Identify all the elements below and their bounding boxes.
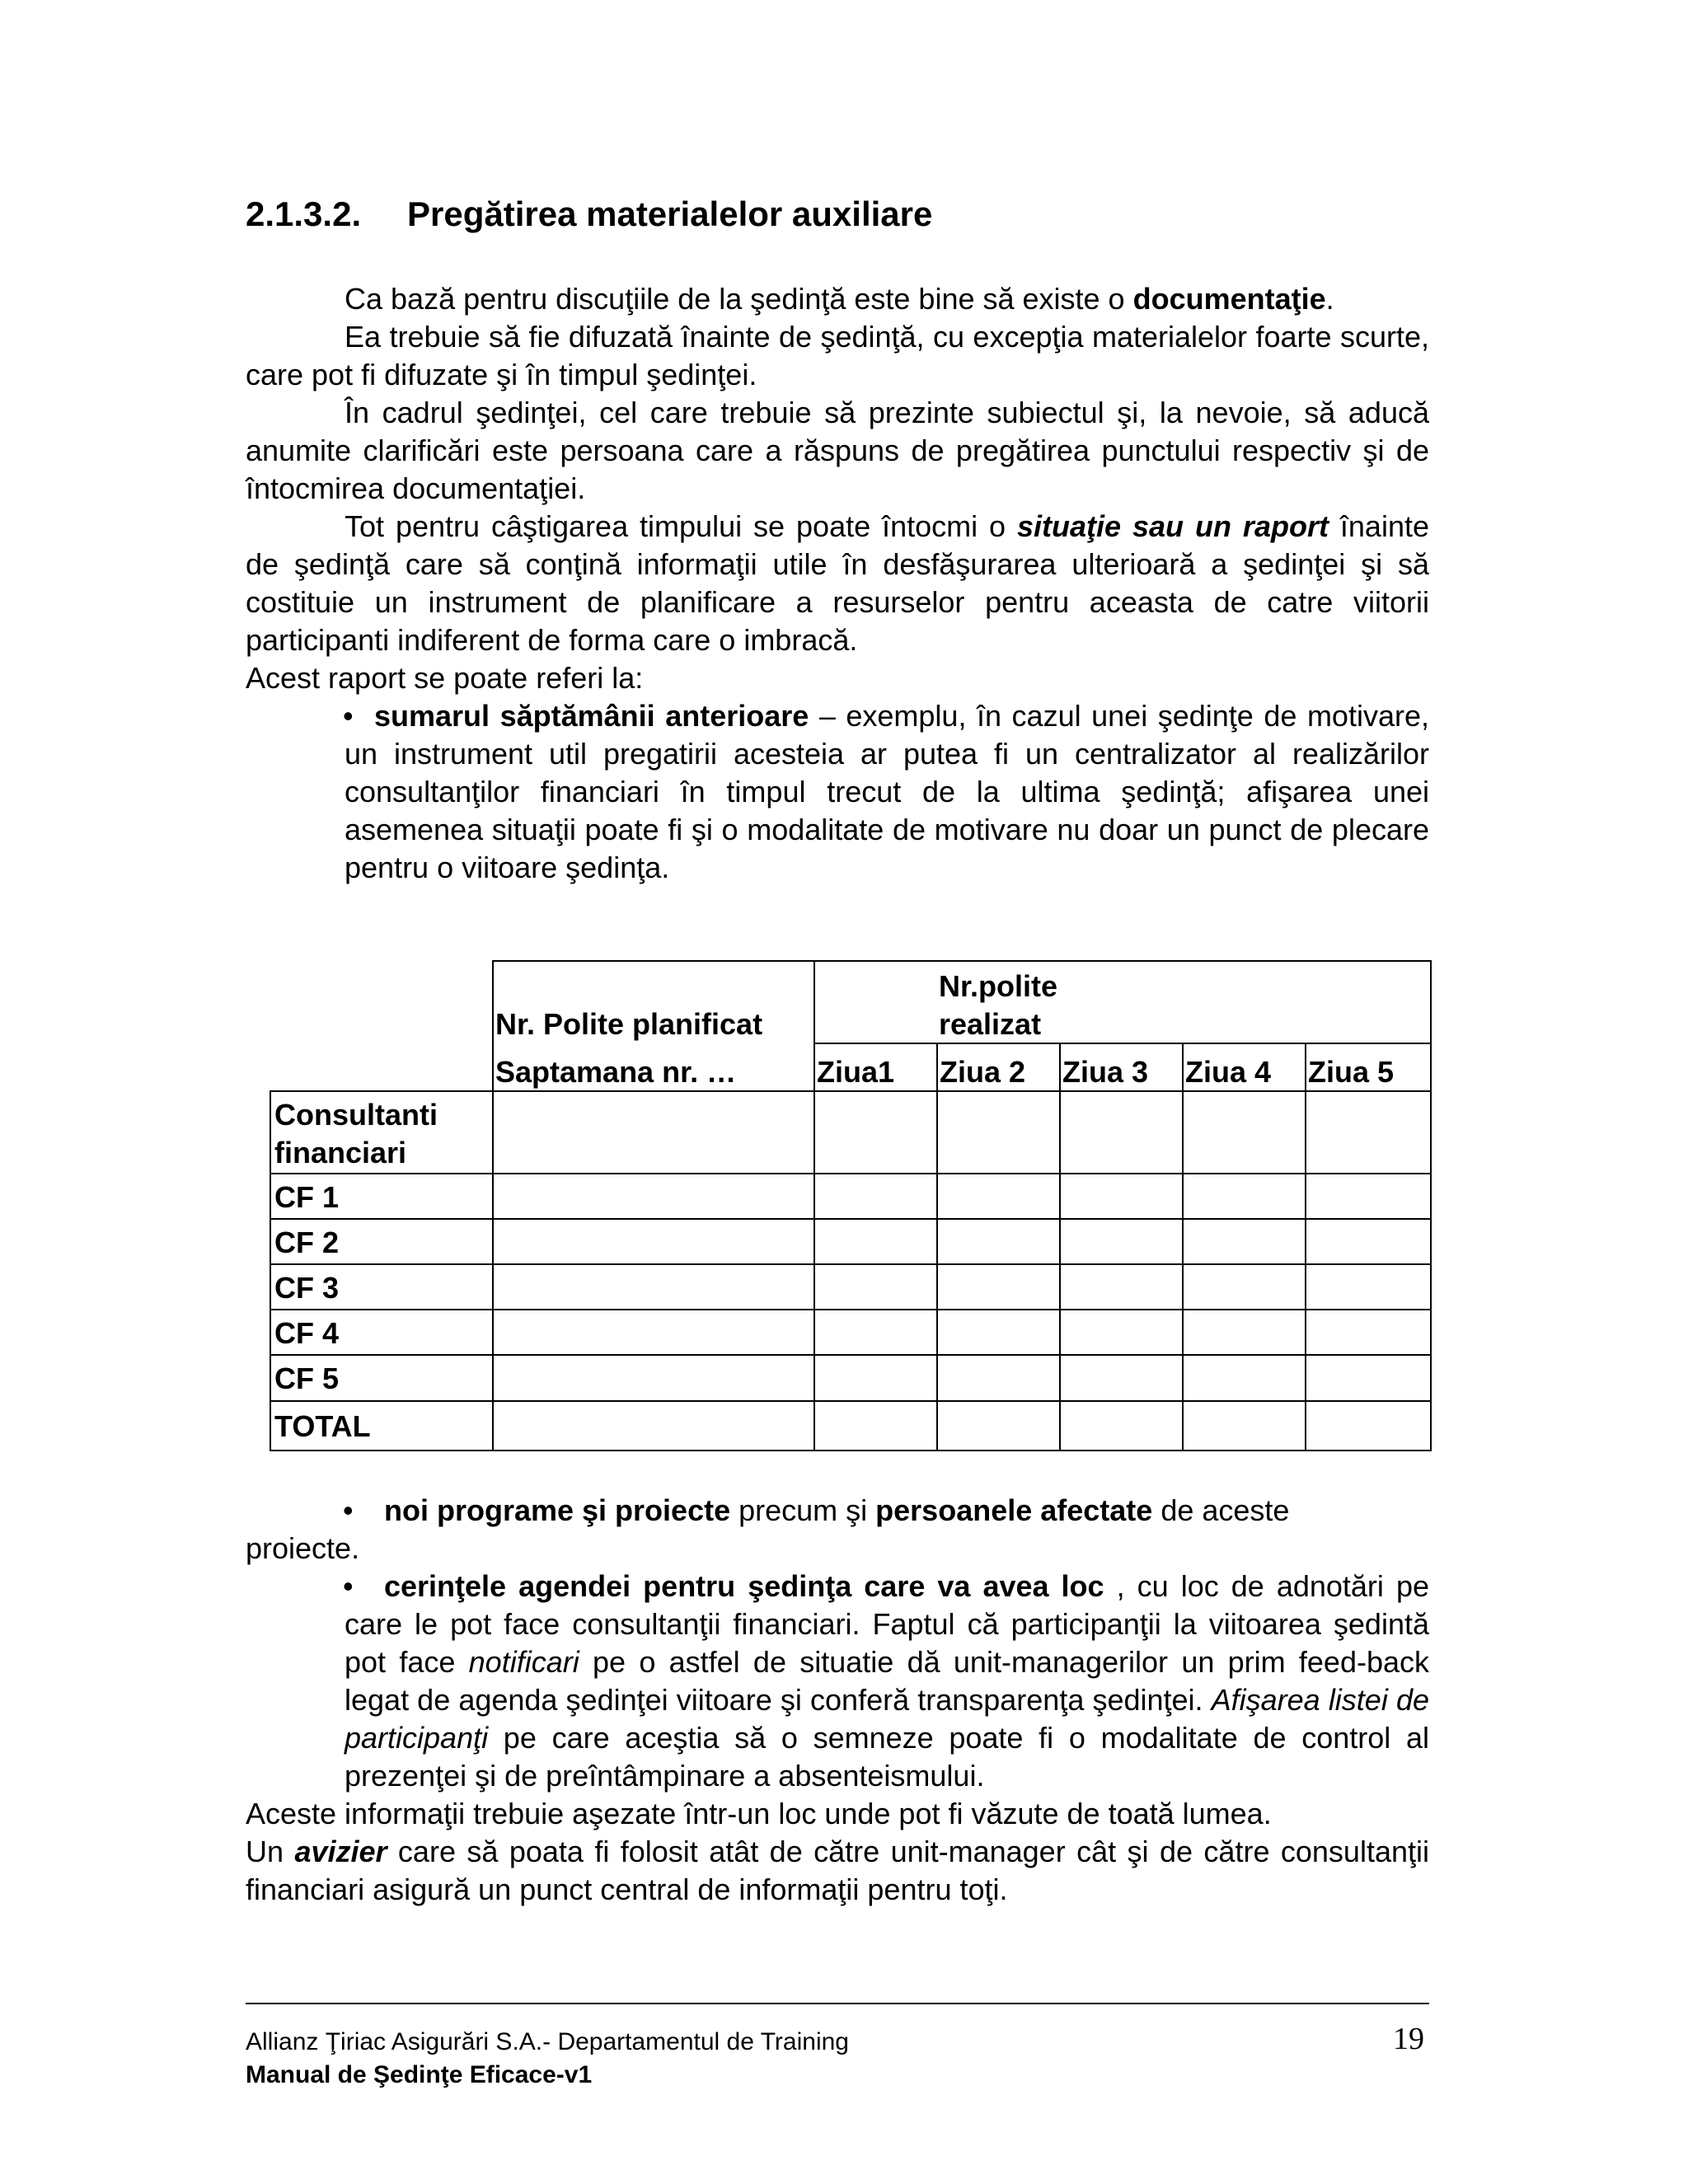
table-rule [270,1354,1432,1356]
table-rule [814,1043,1432,1044]
intro-text [246,280,1429,887]
day-2: Ziua 2 [940,1055,1026,1089]
table-rule [270,1090,1432,1092]
planning-table [270,960,1432,1451]
table-rule [270,1218,1432,1220]
footer-info [246,2026,849,2092]
table-rule [1305,1043,1306,1451]
bullet-item-programs: • noi programe şi proiecte precum şi persoanele afectate de aceste [246,1492,1429,1530]
closing-paragraph-1: Aceste informaţii trebuie aşezate într-un loc unde pot fi văzute de toată lumea. [246,1797,1272,1830]
section-number: 2.1.3.2. [246,194,362,233]
header-realized-2: realizat [939,1007,1042,1041]
section-title: Pregătirea materialelor auxiliare [407,194,933,233]
paragraph-3: În cadrul şedinţei, cel care trebuie să prezinte subiectul şi, la nevoie, să aducă anumite clarificări este persoana care a răspuns de pregătirea punctului respectiv şi de întocmirea documentaţiei. [246,396,1429,505]
day-1: Ziua1 [817,1055,895,1089]
row-label-cf5: CF 5 [274,1361,340,1395]
bullet-icon: • [343,1493,354,1527]
table-rule [1430,960,1432,1451]
bullet-icon: • [343,699,354,733]
paragraph-1: Ca bază pentru discuţiile de la şedinţă este bine să existe o documentaţie. [345,282,1334,316]
row-label-cf2: CF 2 [274,1226,340,1259]
bullet-item-programs-tail: proiecte. [246,1531,360,1565]
row-label-cf1: CF 1 [274,1180,340,1214]
row-header-1: Consultanti [274,1098,438,1132]
table-rule [270,1400,1432,1402]
footer-divider [246,2003,1429,2004]
day-5: Ziua 5 [1308,1055,1395,1089]
section-heading [246,194,932,234]
paragraph-2: Ea trebuie să fie difuzată înainte de şedinţă, cu excepţia materialelor foarte scurte, care pot fi difuzate şi în timpul şedinţei. [246,320,1429,391]
header-planned: Nr. Polite planificat [495,1007,763,1041]
table-rule [270,1090,271,1451]
header-realized-1: Nr.polite [939,969,1058,1003]
row-header-2: financiari [274,1136,407,1169]
paragraph-4: Tot pentru câştigarea timpului se poate întocmi o situaţie sau un raport înainte de şedinţă care să conţină informaţii utile în desfăşurarea ulterioară a şedinţei şi să costituie un instrument de planificare a resurselor pentru aceasta de catre viitorii participanti indiferent de forma care o imbracă. [246,509,1429,657]
bullet-icon: • [343,1569,354,1603]
week-label: Saptamana nr. … [495,1055,737,1089]
footer-company: Allianz Ţiriac Asigurări S.A.- Departamentul de Training [246,2028,849,2055]
table-rule [936,1043,938,1451]
paragraph-5: Acest raport se poate referi la: [246,661,644,695]
table-rule [270,1263,1432,1265]
table-rule [492,960,1432,962]
table-rule [270,1450,1432,1451]
footer-manual-title: Manual de Şedinţe Eficace-v1 [246,2061,593,2088]
table-rule [492,960,494,1451]
row-label-cf3: CF 3 [274,1271,340,1305]
page-number: 19 [1393,2022,1424,2056]
table-rule [270,1309,1432,1310]
day-4: Ziua 4 [1185,1055,1272,1089]
row-label-cf4: CF 4 [274,1316,340,1350]
day-3: Ziua 3 [1062,1055,1149,1089]
bullet-item-agenda: • cerinţele agendei pentru şedinţa care va avea loc , cu loc de adnotări pe care le pot face consultanţii financiari. Faptul că participanţii la viitoarea şedintă pot face notificari pe o astfel de situatie dă unit-managerilor un prim feed-back legat de agenda şedinţei viitoare şi conferă transparenţa şedinţei. Afişarea listei de participanţi pe care aceştia să o semneze poate fi o modalitate de control al prezenţei şi de preîntâmpinare a absenteismului. [343,1569,1430,1793]
table-rule [1182,1043,1184,1451]
table-rule [1059,1043,1061,1451]
bullet-item-summary: • sumarul săptămânii anterioare – exemplu, în cazul unei şedinţe de motivare, un instrument util pregatirii acesteia ar putea fi un centralizator al realizărilor consultanţilor financiari în timpul trecut de la ultima şedinţă; afişarea unei asemenea situaţii poate fi şi o modalitate de motivare nu doar un punct de plecare pentru o viitoare şedinţa. [343,699,1429,884]
post-table-text [246,1492,1429,1909]
table-rule [270,1173,1432,1174]
closing-paragraph-2: Un avizier care să poata fi folosit atât de către unit-manager cât şi de către consultanţii financiari asigură un punct central de informaţii pentru toţi. [246,1835,1429,1906]
table-rule [814,960,815,1451]
row-label-total: TOTAL [274,1409,371,1443]
